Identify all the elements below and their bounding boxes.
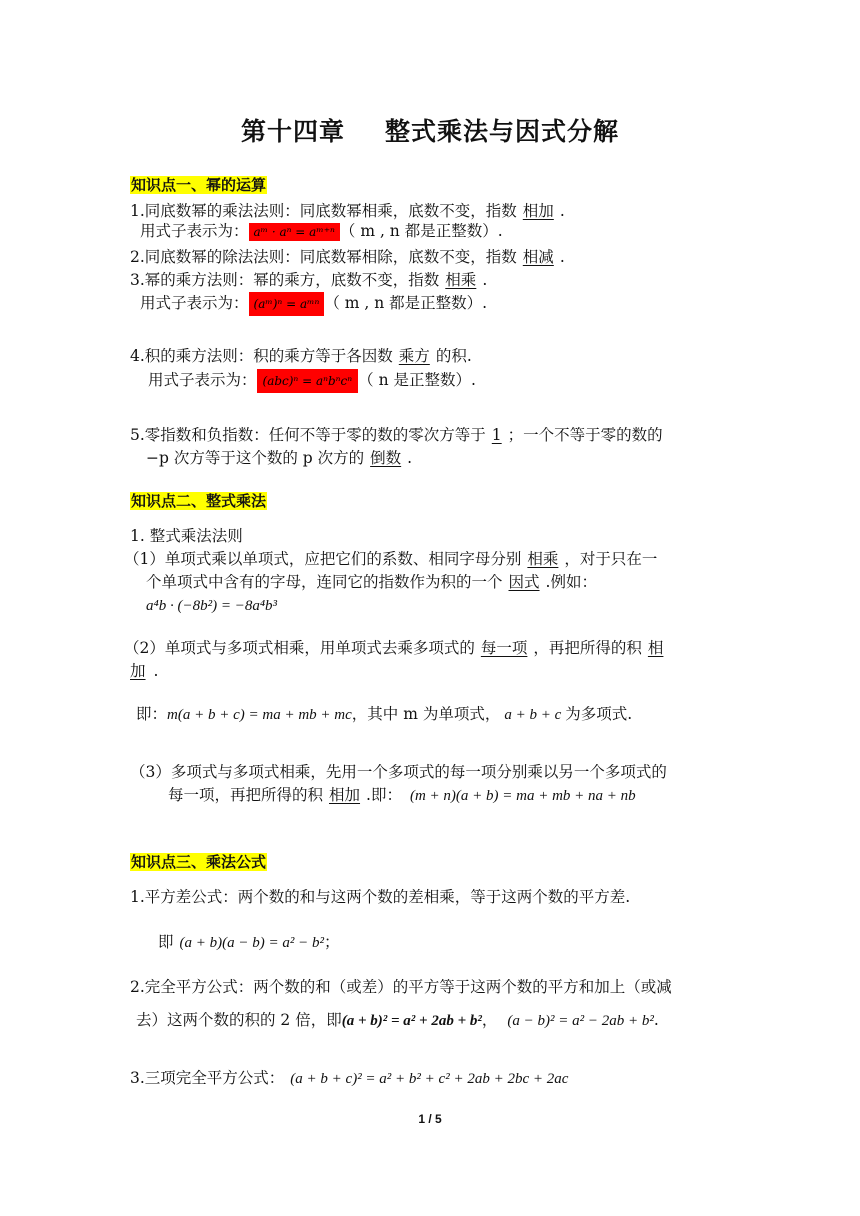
answer-blank: 加 [130, 662, 146, 680]
page-title [0, 112, 860, 148]
text-line: 1.平方差公式：两个数的和与这两个数的差相乘，等于这两个数的平方差. [130, 888, 631, 906]
text-line: 用式子表示为： (abc)ⁿ = aⁿbⁿcⁿ （ n 是正整数）. [148, 368, 476, 393]
text-line: 1. 整式乘法法则 [130, 527, 243, 545]
text-line: 2.同底数幂的除法法则：同底数幂相除，底数不变，指数 相减 . [130, 248, 565, 266]
answer-blank: 因式 [508, 573, 540, 591]
chapter-number: 第十四章 [240, 117, 345, 146]
text-line: 3.幂的乘方法则：幂的乘方，底数不变，指数 相乘 . [130, 271, 488, 289]
text-line: 用式子表示为： (aᵐ)ⁿ = aᵐⁿ （ m , n 都是正整数）. [140, 291, 487, 316]
answer-blank: 倒数 [370, 449, 402, 467]
section-heading-1: 知识点一、幂的运算 [131, 176, 267, 194]
text-line: （2）单项式与多项式相乘，用单项式去乘多项式的 每一项 ，再把所得的积 相 [124, 639, 664, 657]
formula-box: (aᵐ)ⁿ = aᵐⁿ [249, 292, 325, 316]
section-heading-2: 知识点二、整式乘法 [131, 492, 267, 510]
formula-box: aᵐ · aⁿ = aᵐ⁺ⁿ [249, 223, 340, 241]
text-line: 1.同底数幂的乘法法则：同底数幂相乘，底数不变，指数 相加 . [130, 202, 565, 220]
text-line: 4.积的乘方法则：积的乘方等于各因数 乘方 的积. [130, 347, 472, 365]
section-heading-3: 知识点三、乘法公式 [131, 853, 267, 871]
answer-blank: 1 [491, 426, 502, 444]
text-line: 2.完全平方公式：两个数的和（或差）的平方等于这两个数的平方和加上（或减 [130, 978, 672, 996]
text-line: 个单项式中含有的字母，连同它的指数作为积的一个 因式 .例如： [146, 573, 597, 591]
text-line: −p 次方等于这个数的 p 次方的 倒数 . [146, 449, 413, 467]
text-line: 5.零指数和负指数：任何不等于零的数的零次方等于 1 ；一个不等于零的数的 [130, 426, 663, 444]
answer-blank: 相减 [522, 248, 554, 266]
answer-blank: 每一项 [480, 639, 528, 657]
text-line: 用式子表示为： aᵐ · aⁿ = aᵐ⁺ⁿ （ m , n 都是正整数）. [140, 222, 503, 240]
text-line: 每一项，再把所得的积 相加 .即： (m + n)(a + b) = ma + mb + na + nb [168, 786, 636, 804]
page-number: 1 / 5 [418, 1112, 442, 1126]
text-line: （1）单项式乘以单项式，应把它们的系数、相同字母分别 相乘 ，对于只在一 [124, 550, 658, 568]
answer-blank: 相乘 [527, 550, 559, 568]
answer-blank: 相乘 [445, 271, 477, 289]
answer-blank: 相加 [522, 202, 554, 220]
chapter-name: 整式乘法与因式分解 [385, 117, 620, 146]
answer-blank: 乘方 [398, 347, 430, 365]
text-line: 即：m(a + b + c) = ma + mb + mc，其中 m 为单项式， a + b + c 为多项式. [136, 705, 633, 723]
text-line: 加 . [130, 662, 159, 680]
answer-blank: 相 [647, 639, 664, 657]
text-line: 去）这两个数的积的 2 倍，即(a + b)² = a² + 2ab + b²， (a − b)² = a² − 2ab + b². [136, 1011, 659, 1029]
formula-box: (abc)ⁿ = aⁿbⁿcⁿ [257, 369, 359, 393]
text-line: （3）多项式与多项式相乘，先用一个多项式的每一项分别乘以另一个多项式的 [130, 763, 667, 781]
example-formula: a⁴b · (−8b²) = −8a⁴b³ [146, 598, 278, 614]
text-line: 3.三项完全平方公式： (a + b + c)² = a² + b² + c² + 2ab + 2bc + 2ac [130, 1069, 569, 1087]
answer-blank: 相加 [329, 786, 361, 804]
text-line: 即 (a + b)(a − b) = a² − b²； [158, 933, 340, 951]
